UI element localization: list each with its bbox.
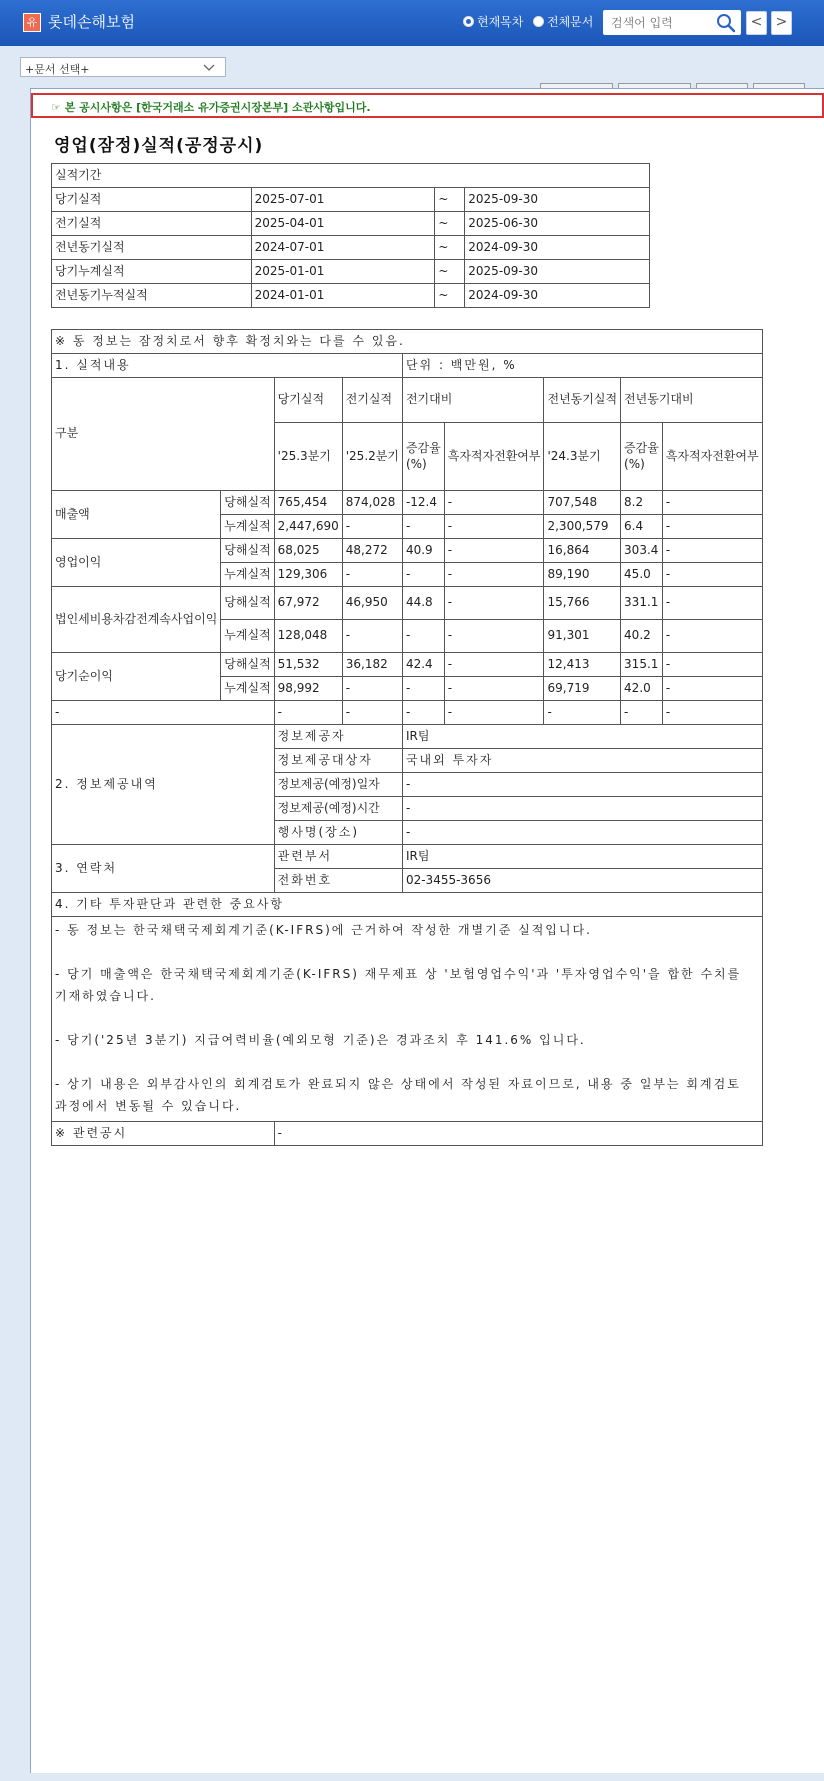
table-row: 전년동기누적실적 2024-01-01 ~ 2024-09-30 bbox=[52, 284, 650, 308]
table-row: 당기누계실적 2025-01-01 ~ 2025-09-30 bbox=[52, 260, 650, 284]
table-row: 2. 정보제공내역 정보제공자 IR팀 bbox=[52, 725, 763, 749]
search-icon[interactable] bbox=[716, 13, 736, 33]
period-header: 실적기간 bbox=[52, 164, 650, 188]
table-row: 누계실적 128,048 - - - 91,301 40.2 - bbox=[52, 620, 763, 653]
other-matters-body: - 동 정보는 한국채택국제회계기준(K-IFRS)에 근거하여 작성한 개별기준 실적입니다. - 당기 매출액은 한국채택국제회계기준(K-IFRS) 재무제표 상 '보험영업수익'과 '투자영업수익'을 합한 수치를 기재하였습니다. - 당기('25년 3분기) 지급여력비율(예외모형 기준)은 경과조치 후 141.6% 입니다. - 상기 내용은 외부감사인의 회계검토가 완료되지 않은 상태에서 작성된 자료이므로, 내용 중 일부는 회계검토 과정에서 변동될 수 있습니다. bbox=[52, 917, 763, 1122]
row-group-label: 매출액 bbox=[52, 491, 221, 539]
header-yoy: 전년동기실적 bbox=[544, 378, 621, 423]
radio-current-section[interactable] bbox=[463, 13, 523, 30]
table-row: 정보제공(예정)일자 - bbox=[52, 773, 763, 797]
table-row: 정보제공대상자 국내외 투자자 bbox=[52, 749, 763, 773]
table-row: 정보제공(예정)시간 - bbox=[52, 797, 763, 821]
table-row: 당기순이익 당해실적 51,532 36,182 42.4 - 12,413 315.1 - bbox=[52, 653, 763, 677]
radio-selected-icon bbox=[463, 16, 474, 27]
table-row: 3. 연락처 관련부서 IR팀 bbox=[52, 845, 763, 869]
search-input[interactable] bbox=[603, 10, 711, 35]
header-vs-yoy: 전년동기대비 bbox=[621, 378, 763, 423]
company-name: 롯데손해보험 bbox=[48, 13, 135, 31]
section-other-matters: 4. 기타 투자판단과 관련한 중요사항 bbox=[52, 893, 763, 917]
table-row: 매출액 당해실적 765,454 874,028 -12.4 - 707,548 8.2 - bbox=[52, 491, 763, 515]
table-row bbox=[52, 1122, 763, 1146]
prev-result-button[interactable]: < bbox=[746, 11, 767, 35]
section-info-provision: 2. 정보제공내역 bbox=[52, 725, 275, 845]
table-row: 전년동기실적 2024-07-01 ~ 2024-09-30 bbox=[52, 236, 650, 260]
earnings-table bbox=[51, 329, 763, 1146]
table-row: 행사명(장소) - bbox=[52, 821, 763, 845]
header-yoy-quarter: '24.3분기 bbox=[544, 423, 621, 491]
radio-current-label: 현재목차 bbox=[477, 15, 524, 29]
related-disclosure-value: - bbox=[274, 1122, 762, 1146]
section-contact: 3. 연락처 bbox=[52, 845, 275, 893]
chevron-down-icon bbox=[203, 61, 215, 73]
next-result-button[interactable]: > bbox=[771, 11, 792, 35]
jurisdiction-notice: ☞ 본 공시사항은 [한국거래소 유가증권시장본부] 소관사항입니다. bbox=[31, 93, 824, 118]
header-rate-yoy: 증감율(%) bbox=[621, 423, 663, 491]
performance-period-table bbox=[51, 163, 650, 308]
company-logo-icon: 유 bbox=[23, 13, 41, 32]
row-group-label: 영업이익 bbox=[52, 539, 221, 587]
provisional-note: ※ 동 정보는 잠정치로서 향후 확정치와는 다를 수 있음. bbox=[52, 330, 763, 354]
table-row: 법인세비용차감전계속사업이익 당해실적 67,972 46,950 44.8 - 15,766 331.1 - bbox=[52, 587, 763, 620]
contact-phone: 02-3455-3656 bbox=[402, 869, 762, 893]
document-select-value: +문서 선택+ bbox=[25, 63, 90, 76]
header-vs-previous: 전기대비 bbox=[402, 378, 544, 423]
radio-all-label: 전체문서 bbox=[547, 15, 594, 29]
radio-all-documents[interactable] bbox=[533, 13, 593, 30]
header-turnaround-yoy: 흑자적자전환여부 bbox=[662, 423, 762, 491]
section-performance: 1. 실적내용 bbox=[52, 354, 403, 378]
top-bar bbox=[0, 0, 824, 46]
row-group-label: 당기순이익 bbox=[52, 653, 221, 701]
row-group-label: 법인세비용차감전계속사업이익 bbox=[52, 587, 221, 653]
page-title: 영업(잠정)실적(공정공시) bbox=[54, 136, 264, 156]
table-row: 누계실적 98,992 - - - 69,719 42.0 - bbox=[52, 677, 763, 701]
header-rate: 증감율(%) bbox=[402, 423, 444, 491]
table-row: 영업이익 당해실적 68,025 48,272 40.9 - 16,864 303.4 - bbox=[52, 539, 763, 563]
unit-label: 단위 : 백만원, % bbox=[402, 354, 762, 378]
document-select[interactable] bbox=[20, 57, 226, 77]
radio-unselected-icon bbox=[533, 16, 544, 27]
header-turnaround: 흑자적자전환여부 bbox=[444, 423, 544, 491]
table-row: 누계실적 2,447,690 - - - 2,300,579 6.4 - bbox=[52, 515, 763, 539]
table-row: - - - - - - - - bbox=[52, 701, 763, 725]
table-row: 전기실적 2025-04-01 ~ 2025-06-30 bbox=[52, 212, 650, 236]
header-gubun: 구분 bbox=[52, 378, 275, 491]
header-current-quarter: '25.3분기 bbox=[274, 423, 342, 491]
related-disclosure-label: ※ 관련공시 bbox=[52, 1122, 275, 1146]
table-row: 당기실적 2025-07-01 ~ 2025-09-30 bbox=[52, 188, 650, 212]
header-previous: 전기실적 bbox=[342, 378, 402, 423]
table-row: 누계실적 129,306 - - - 89,190 45.0 - bbox=[52, 563, 763, 587]
header-current: 당기실적 bbox=[274, 378, 342, 423]
search-box bbox=[603, 10, 741, 35]
table-row: 전화번호 02-3455-3656 bbox=[52, 869, 763, 893]
header-previous-quarter: '25.2분기 bbox=[342, 423, 402, 491]
